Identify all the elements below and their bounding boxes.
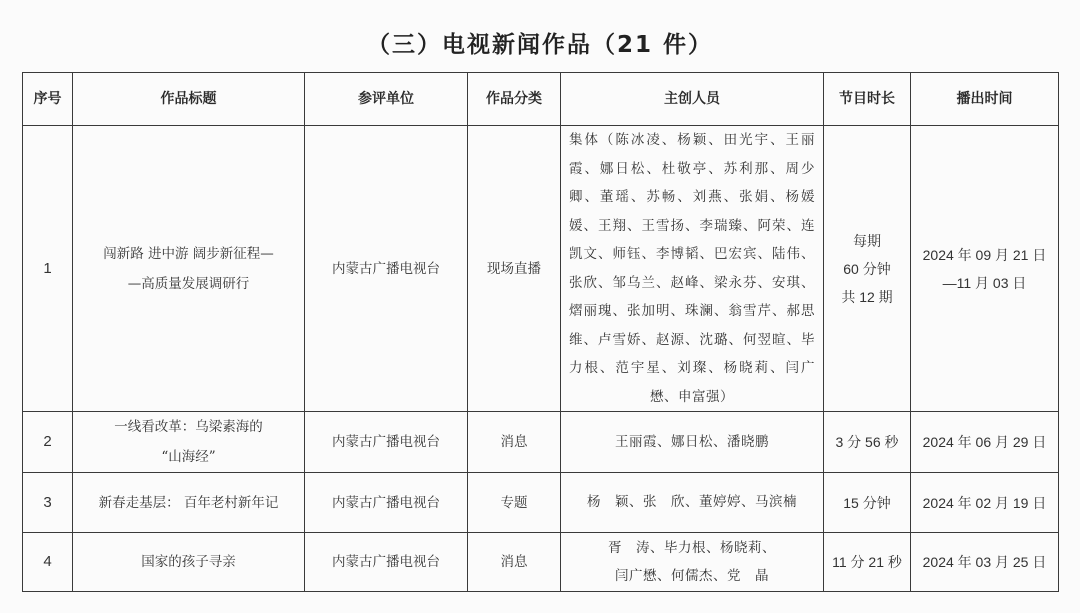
document-title: （三）电视新闻作品（21 件） [366,32,713,58]
staff-line: 闫广懋、何儒杰、党 晶 [615,568,769,584]
header-title: 作品标题 [73,73,305,126]
cell-index: 3 [23,473,73,533]
cell-duration: 3 分 56 秒 [824,412,911,473]
title-line: 一线看改革：乌梁素海的 [114,419,263,435]
cell-staff: 王丽霞、娜日松、潘晓鹏 [561,412,824,473]
header-air-time: 播出时间 [911,73,1059,126]
header-unit: 参评单位 [305,73,468,126]
header-category: 作品分类 [468,73,561,126]
duration-line: 共 12 期 [841,288,893,305]
cell-staff [561,533,824,592]
cell-unit: 内蒙古广播电视台 [305,473,468,533]
title-line: 闯新路 进中游 阔步新征程— [103,245,274,262]
tv-news-works-table [22,72,1059,592]
cell-duration [824,126,911,412]
cell-category: 消息 [468,412,561,473]
cell-unit: 内蒙古广播电视台 [305,126,468,412]
table-header-row [23,73,1059,126]
cell-title: 新春走基层： 百年老村新年记 [73,473,305,533]
air-time-line: 2024 年 09 月 21 日 [922,246,1047,263]
cell-category: 专题 [468,473,561,533]
title-line: —高质量发展调研行 [127,275,250,292]
cell-staff: 集体（陈冰凌、杨颖、田光宇、王丽霞、娜日松、杜敬亭、苏利那、周少卿、董瑶、苏畅、刘燕、张娟、杨媛媛、王翔、王雪扬、李瑞臻、阿荣、连凯文、师钰、李博韬、巴宏宾、陆伟、张欣、邹乌兰、赵峰、梁永芬、安琪、熠丽瑰、张加明、珠澜、翁雪芹、郝思维、卢雪娇、赵源、沈璐、何翌暄、毕力根、范宇星、刘璨、杨晓莉、闫广懋、申富强） [561,126,824,412]
cell-air-time: 2024 年 06 月 29 日 [911,412,1059,473]
table-row [23,412,1059,473]
cell-category: 消息 [468,533,561,592]
air-time-line: —11 月 03 日 [942,274,1027,291]
cell-duration: 15 分钟 [824,473,911,533]
cell-staff: 杨 颖、张 欣、董婷婷、马滨楠 [561,473,824,533]
cell-unit: 内蒙古广播电视台 [305,412,468,473]
duration-line: 每期 [853,232,881,249]
cell-index: 4 [23,533,73,592]
duration-line: 60 分钟 [843,260,891,277]
cell-air-time: 2024 年 02 月 19 日 [911,473,1059,533]
cell-title: 国家的孩子寻亲 [73,533,305,592]
header-index: 序号 [23,73,73,126]
cell-unit: 内蒙古广播电视台 [305,533,468,592]
staff-line: 胥 涛、毕力根、杨晓莉、 [608,539,776,556]
cell-category: 现场直播 [468,126,561,412]
table-row [23,473,1059,533]
cell-duration: 11 分 21 秒 [824,533,911,592]
header-staff: 主创人员 [561,73,824,126]
table-row [23,533,1059,592]
cell-air-time [911,126,1059,412]
cell-index: 2 [23,412,73,473]
cell-index: 1 [23,126,73,412]
header-duration: 节目时长 [824,73,911,126]
table-row [23,126,1059,412]
cell-title [73,126,305,412]
cell-air-time: 2024 年 03 月 25 日 [911,533,1059,592]
cell-title [73,412,305,473]
title-line: “山海经” [161,449,216,465]
